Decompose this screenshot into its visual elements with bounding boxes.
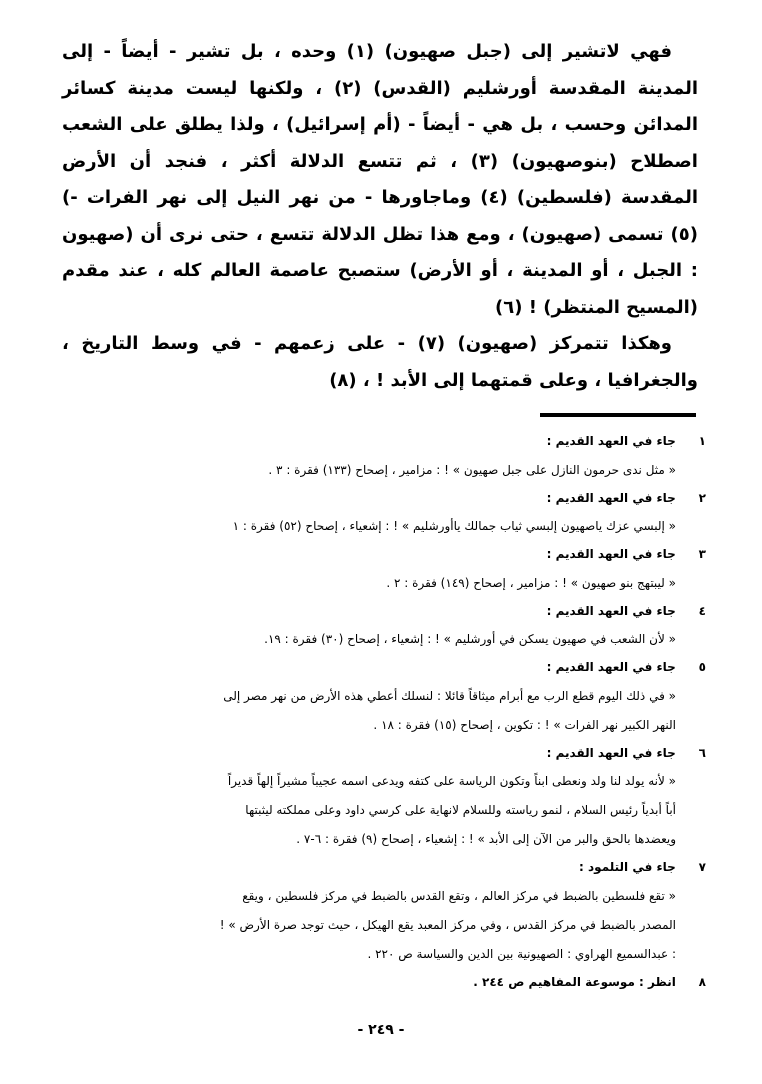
footnote-source: انظر : موسوعة المفاهيم ص ٢٤٤ .	[473, 974, 676, 989]
text-line: أن (صهيون : الجبل ، أو المدينة ، أو الأرض) ستصبح عاصمة العالم كله	[62, 223, 698, 281]
footnote-source: جاء في العهد القديم :	[546, 547, 676, 561]
footnote-heading	[54, 654, 706, 682]
text-line: وهكذا تتمركز (صهيون) (٧) - على زعمهم - في وسط التاريخ ،	[62, 333, 672, 354]
footnote	[54, 428, 706, 485]
text-line: الأرض المقدسة (فلسطين) (٤) وماجاورها - من نهر النيل إلى نهر	[62, 150, 698, 208]
text-line: المدينة المقدسة أورشليم (القدس) (٢) ، ولكنها ليست مدينة كسائر	[62, 77, 698, 99]
footnote-quote: النهر الكبير نهر الفرات » ! : تكوين ، إصحاح (١٥) فقرة : ١٨ .	[373, 717, 676, 732]
footnote	[54, 654, 706, 740]
footnote-quote: ويعضدها بالحق والبر من الآن إلى الأبد » ! : إشعياء ، إصحاح (٩) فقرة : ٦-٧ .	[296, 832, 676, 846]
footnote-source: جاء في العهد القديم :	[546, 490, 676, 505]
footnote-number: ٥	[698, 660, 706, 674]
text-line: والجغرافيا ، وعلى قمتهما إلى الأبد ! ، (٨)	[329, 369, 698, 391]
text-line: فهي لاتشير إلى (جبل صهيون) (١) وحده ، بل تشير - أيضاً - إلى	[62, 41, 672, 62]
footnote-quote: المصدر بالضبط في مركز القدس ، وفي مركز المعبد يقع الهيكل ، حيث توجد صرة الأرض » !	[219, 917, 676, 932]
footnote-heading	[54, 598, 706, 626]
footnote	[54, 485, 706, 542]
footnote-number: ١	[698, 434, 706, 448]
page-number: - ٢٤٩ -	[357, 1022, 405, 1038]
text-line: الشعب اصطلاح (بنوصهيون) (٣) ، ثم تتسع الدلالة أكثر ، فنجد أن	[62, 114, 698, 172]
footnote-heading	[54, 969, 706, 997]
footnote-number: ٣	[698, 547, 706, 561]
footnote-source: جاء في العهد القديم :	[546, 603, 676, 618]
footnote-quote: « تقع فلسطين بالضبط في مركز العالم ، وتقع القدس بالضبط في مركز فلسطين ، ويقع	[242, 888, 676, 903]
text-line: ، عند مقدم (المسيح المنتظر) ! (٦)	[62, 260, 698, 318]
footnote-quote: « لأنه يولد لنا ولد ونعطى ابناً وتكون الرياسة على كتفه ويدعى اسمه عجيباً مشيراً إلهاً قديراً	[227, 774, 676, 788]
footnote-heading	[54, 485, 706, 513]
footnote-quote: أباً أبدياً رئيس السلام ، لنمو رياسته وللسلام لانهاية على كرسي داود وعلى مملكته ليثبتها	[245, 803, 676, 817]
footnote-heading	[54, 854, 706, 882]
footnote-source: جاء في العهد القديم :	[546, 660, 676, 674]
footnote-source: جاء في العهد القديم :	[546, 434, 676, 448]
footnote-number: ٢	[698, 490, 706, 505]
footnotes	[54, 428, 706, 996]
footnote-citation: : عبدالسميع الهراوي : الصهيونية بين الدين والسياسة ص ٢٢٠ .	[367, 946, 676, 961]
footnote-quote: « لأن الشعب في صهيون يسكن في أورشليم » ! : إشعياء ، إصحاح (٣٠) فقرة : ١٩.	[264, 632, 676, 646]
footnote-source: جاء في التلمود :	[579, 860, 676, 874]
footnote-quote: « ليبتهج بنو صهيون » ! : مزامير ، إصحاح (١٤٩) فقرة : ٢ .	[386, 575, 676, 590]
footnote-heading	[54, 428, 706, 456]
text-line: الفرات -) (٥) تسمى (صهيون) ، ومع هذا تظل الدلالة تتسع ، حتى نرى	[62, 187, 698, 245]
main-text	[62, 34, 698, 399]
paragraph-2	[62, 326, 698, 399]
footnote-number: ٦	[698, 745, 706, 760]
footnote-number: ٨	[698, 974, 706, 989]
footnote	[54, 740, 706, 855]
footnote-quote: « إلبسي عزك ياصهيون إلبسي ثياب جمالك ياأورشليم » ! : إشعياء ، إصحاح (٥٢) فقرة : ١	[232, 519, 676, 533]
footnote-source: جاء في العهد القديم :	[546, 745, 676, 760]
paragraph-1	[62, 34, 698, 326]
footnote	[54, 541, 706, 598]
footnote	[54, 598, 706, 655]
footnote-heading	[54, 740, 706, 768]
footnote-heading	[54, 541, 706, 569]
text-line: المدائن وحسب ، بل هي - أيضاً - (أم إسرائيل) ، ولذا يطلق على	[129, 114, 698, 135]
footnote-quote: « مثل ندى حرمون النازل على جبل صهيون » ! : مزامير ، إصحاح (١٣٣) فقرة : ٣ .	[268, 462, 676, 477]
footnote-separator	[540, 413, 696, 417]
footnote	[54, 854, 706, 969]
footnote-quote: « في ذلك اليوم قطع الرب مع أبرام ميثاقاً قائلا : لنسلك أعطي هذه الأرض من نهر مصر إلى	[223, 688, 676, 703]
footnote-number: ٤	[698, 603, 706, 618]
footnote-number: ٧	[698, 860, 706, 874]
footnote	[54, 969, 706, 997]
